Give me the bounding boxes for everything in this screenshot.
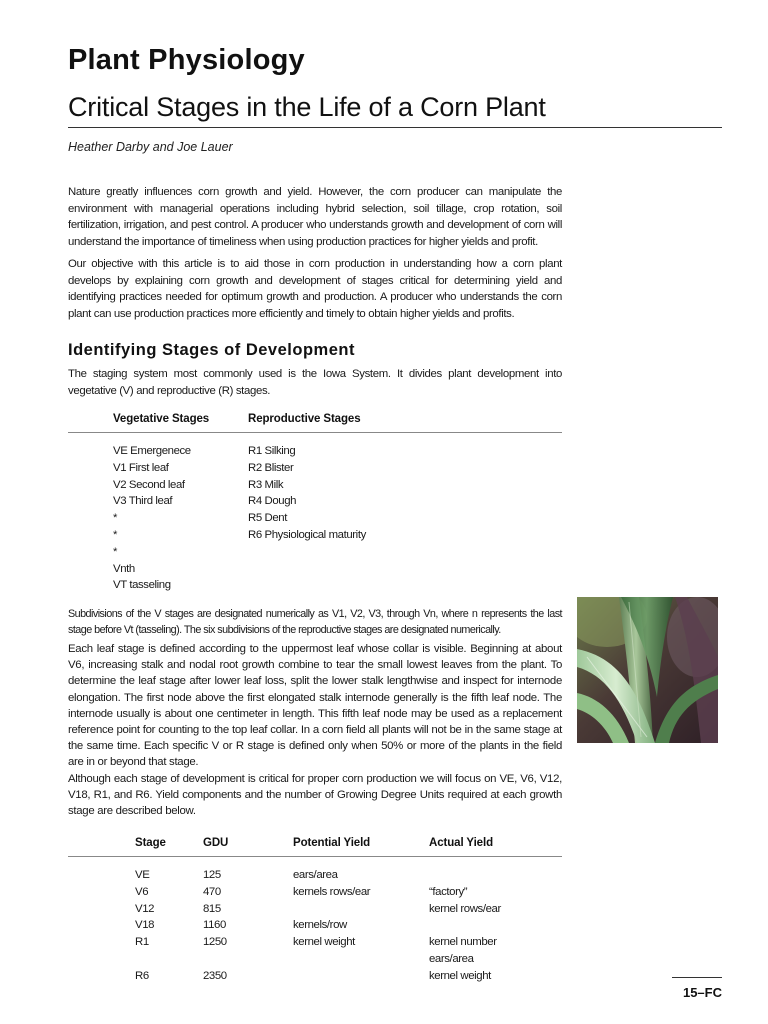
- table-header-rule: [68, 856, 562, 857]
- list-item: Vnth: [113, 562, 135, 575]
- table-cell: kernel weight: [429, 969, 491, 982]
- list-item: *: [113, 545, 118, 558]
- table-header-rule: [68, 432, 562, 433]
- table-header-vegetative: Vegetative Stages: [113, 413, 210, 425]
- table-cell: 2350: [203, 969, 227, 982]
- stages-caption: Subdivisions of the V stages are designated numerically as V1, V2, V3, through Vn, where n represents the last stage before Vt (tasseling). The six subdivisions of the reproductive stages are designated numerically.: [68, 608, 562, 636]
- table-cell: VE: [135, 869, 150, 881]
- vegetative-stages-list: [113, 443, 191, 594]
- table-header-gdu: GDU: [203, 837, 229, 849]
- list-item: V3 Third leaf: [113, 495, 173, 508]
- article-title: Critical Stages in the Life of a Corn Plant: [68, 92, 546, 122]
- list-item: V2 Second leaf: [113, 478, 185, 491]
- actual-yield-column: [429, 867, 501, 985]
- section-paragraph: The staging system most commonly used is the Iowa System. It divides plant development into vegetative (V) and reproductive (R) stages.: [68, 368, 562, 397]
- intro-paragraph-2: Our objective with this article is to aid those in corn production in understanding how a corn plant develops by explaining corn growth and development of stages critical for determining yield and identifying practices needed for optimum growth and production. A producer who understands the corn plant can use production practices more efficiently and timely to obtain higher yields and profits.: [68, 258, 562, 320]
- list-item: R2 Blister: [248, 461, 294, 474]
- body-text: [68, 641, 562, 819]
- body-paragraph-1: Each leaf stage is defined according to the uppermost leaf whose collar is visible. Beginning at about V6, increasing stalk and nodal root growth combine to tear the small lowest leaves from the plant. To determine the leaf stage after lower leaf loss, split the lower stalk lengthwise and inspect for internode elongation. The first node above the first elongated stalk internode generally is the fifth leaf node. The internode usually is about one centimeter in length. This fifth leaf node may be used as a replacement reference point for counting to the top leaf collar. In a corn field all plants will not be in the same stage at the same time. Each specific V or R stage is defined only when 50% or more of the plants in the field are in or beyond that stage.: [68, 643, 562, 769]
- table-cell: [429, 867, 501, 884]
- table-cell: ears/area: [429, 952, 474, 965]
- corn-leaf-photo: [577, 597, 718, 743]
- table-cell: 1250: [203, 936, 227, 949]
- table-cell: kernels rows/ear: [293, 885, 371, 898]
- table-cell: kernel weight: [293, 936, 355, 949]
- table-cell: 125: [203, 869, 221, 881]
- page-number: 15–FC: [682, 985, 722, 1000]
- list-item: V1 First leaf: [113, 461, 169, 474]
- table-cell: V6: [135, 885, 149, 898]
- list-item: R4 Dough: [248, 495, 297, 508]
- list-item: R5 Dent: [248, 512, 287, 525]
- footer-rule: [672, 977, 722, 978]
- potential-yield-column: [293, 867, 370, 985]
- table-cell: ears/area: [293, 869, 338, 881]
- table-cell: R1: [135, 936, 149, 949]
- table-header-potential-yield: Potential Yield: [293, 837, 371, 849]
- list-item: R6 Physiological maturity: [248, 528, 366, 541]
- table-cell: 470: [203, 885, 221, 898]
- table-cell: [203, 951, 227, 968]
- table-cell: 1160: [203, 919, 226, 932]
- list-item: R1 Silking: [248, 445, 296, 457]
- table-cell: [293, 901, 370, 918]
- list-item: R3 Milk: [248, 478, 284, 491]
- table-header-actual-yield: Actual Yield: [429, 837, 493, 849]
- body-paragraph-2: Although each stage of development is critical for proper corn production we will focus on VE, V6, V12, V18, R1, and R6. Yield components and the number of Growing Degree Units required at each growth stage are described below.: [68, 772, 562, 818]
- table-cell: [293, 951, 370, 968]
- gdu-column: [203, 867, 227, 985]
- section-heading: Identifying Stages of Development: [68, 341, 355, 359]
- table-cell: kernel rows/ear: [429, 902, 501, 915]
- table-cell: “factory”: [429, 885, 468, 898]
- table-cell: [429, 917, 501, 934]
- stage-column: [135, 867, 154, 985]
- table-cell: kernels/row: [293, 919, 347, 932]
- table-cell: V12: [135, 902, 155, 915]
- list-item: *: [113, 528, 118, 541]
- list-item: VT tasseling: [113, 579, 171, 592]
- section-title: Plant Physiology: [68, 44, 305, 76]
- table-cell: kernel number: [429, 936, 497, 949]
- title-rule: [68, 127, 722, 128]
- table-cell: [135, 951, 154, 968]
- intro-paragraph-1: Nature greatly influences corn growth and yield. However, the corn producer can manipulate the environment with managerial operations including hybrid selection, soil tillage, crop rotation, soil fertilization, irrigation, and pest control. A producer who understands growth and development of corn will understand the importance of timeliness when using production practices for higher yields and profit.: [68, 186, 562, 248]
- list-item: VE Emergenece: [113, 445, 191, 457]
- table-cell: 815: [203, 902, 221, 915]
- table-cell: [293, 968, 370, 985]
- table-cell: R6: [135, 969, 149, 982]
- reproductive-stages-list: [248, 443, 366, 544]
- list-item: *: [113, 512, 118, 525]
- authors: Heather Darby and Joe Lauer: [68, 140, 233, 154]
- table-header-stage: Stage: [135, 837, 166, 849]
- table-cell: V18: [135, 919, 155, 932]
- table-header-reproductive: Reproductive Stages: [248, 413, 361, 425]
